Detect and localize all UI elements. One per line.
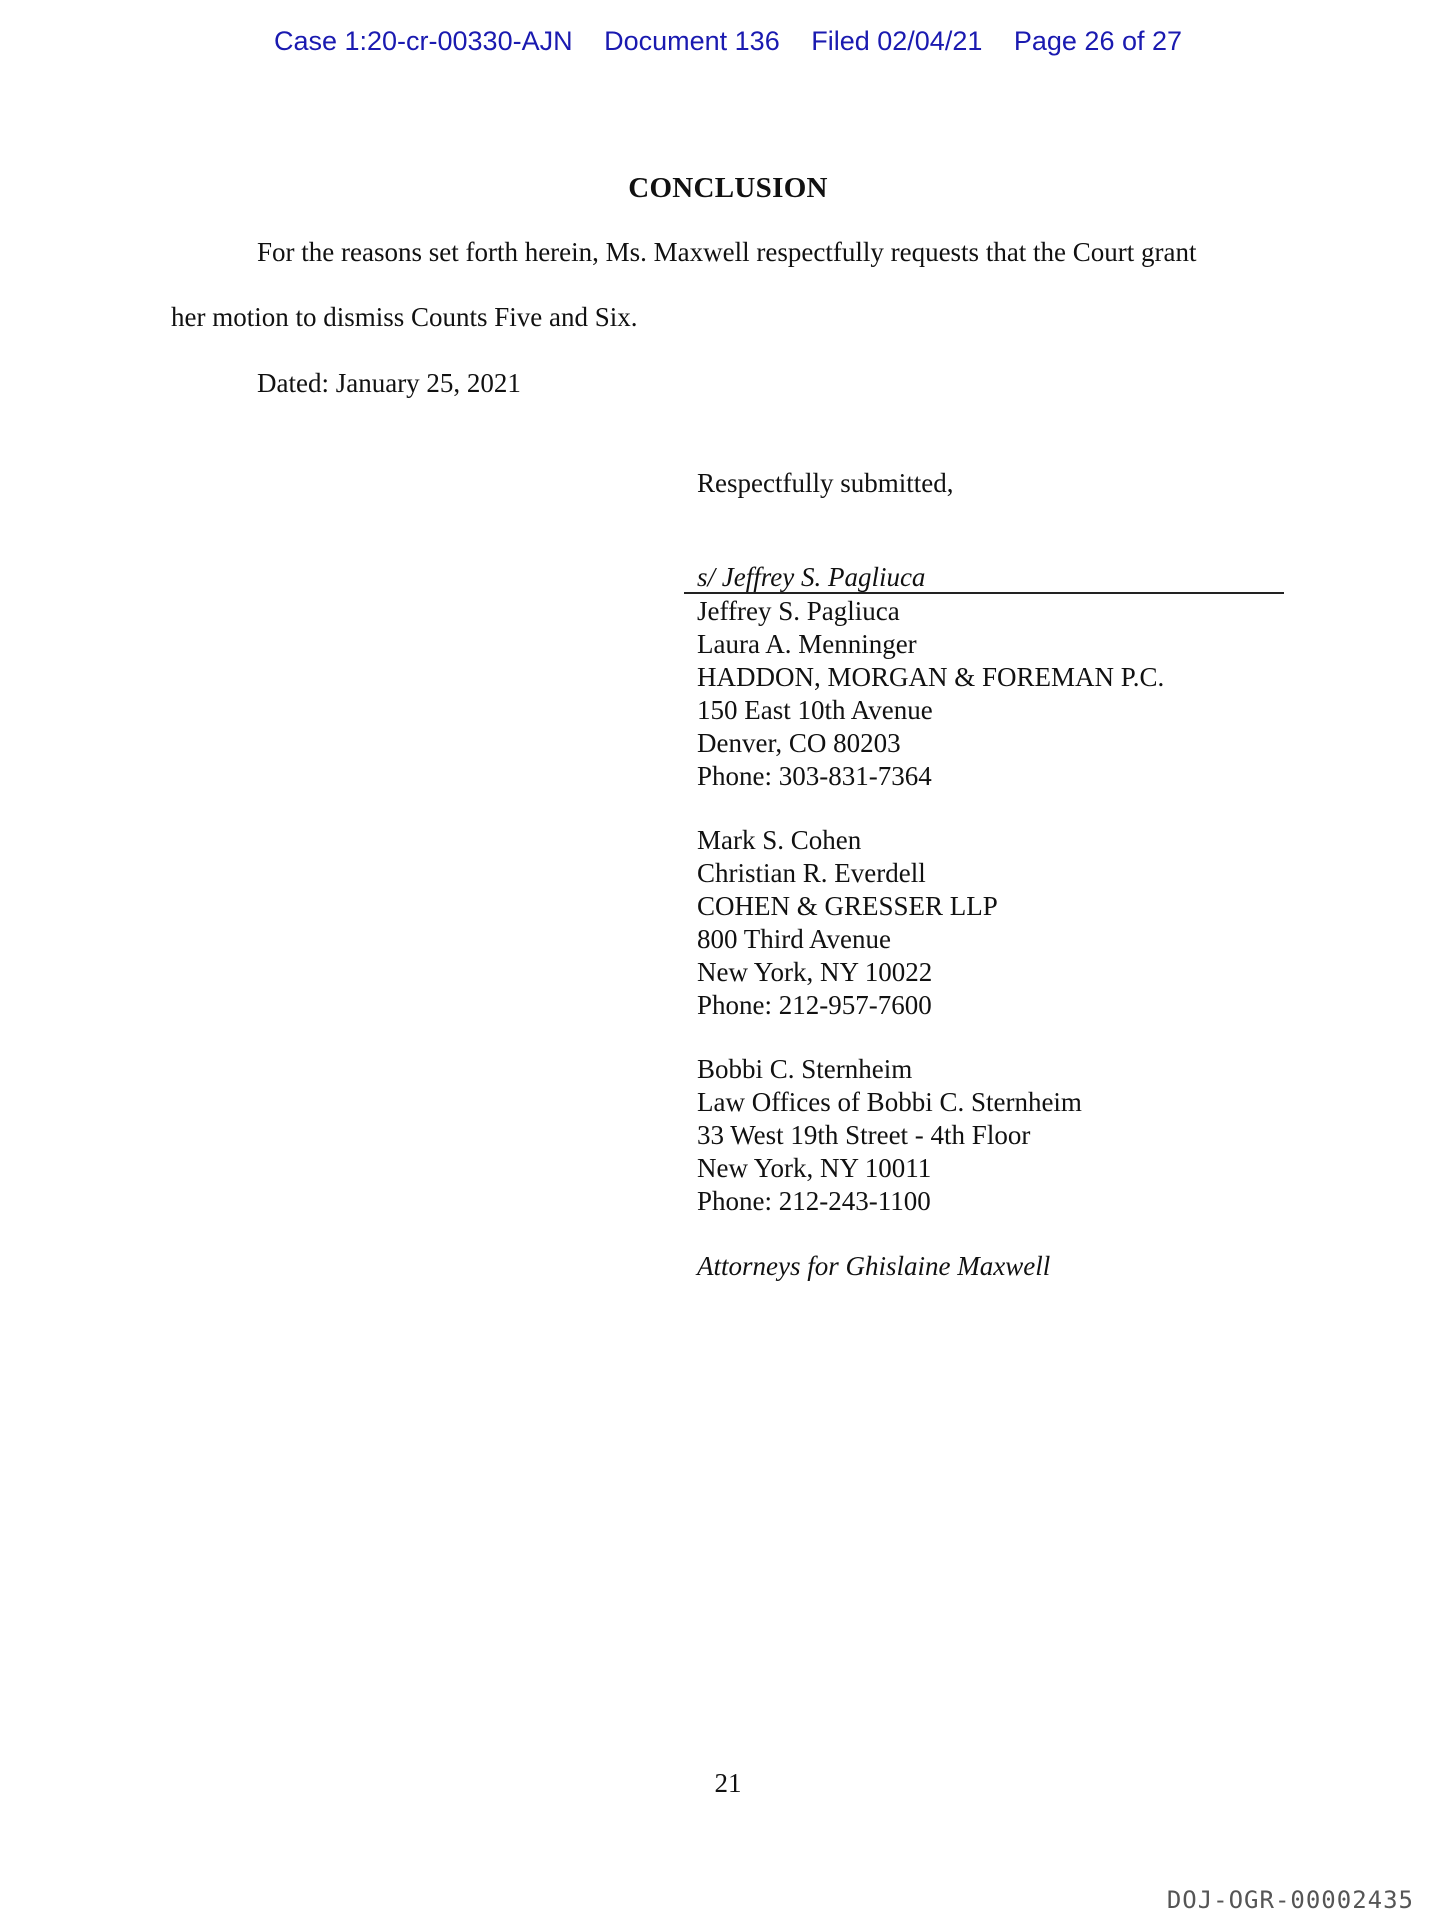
filed-date: Filed 02/04/21 — [811, 26, 983, 56]
ecf-filing-header — [0, 26, 1456, 57]
counsel-line: Law Offices of Bobbi C. Sternheim — [697, 1087, 1082, 1117]
counsel-line: 150 East 10th Avenue — [697, 695, 933, 725]
counsel-line: Jeffrey S. Pagliuca — [697, 596, 900, 626]
section-heading: CONCLUSION — [628, 172, 828, 204]
counsel-line: 800 Third Avenue — [697, 924, 891, 954]
page-number: 21 — [714, 1768, 742, 1798]
counsel-line: Denver, CO 80203 — [697, 728, 901, 758]
case-number: Case 1:20-cr-00330-AJN — [273, 26, 573, 56]
counsel-block-cohen — [697, 824, 998, 1022]
dated-line: Dated: January 25, 2021 — [257, 368, 521, 398]
counsel-line: COHEN & GRESSER LLP — [697, 891, 998, 921]
counsel-line: 33 West 19th Street - 4th Floor — [697, 1120, 1031, 1150]
counsel-line: Phone: 303-831-7364 — [697, 761, 932, 791]
counsel-block-sternheim — [697, 1053, 1082, 1218]
electronic-signature: s/ Jeffrey S. Pagliuca — [697, 562, 926, 592]
counsel-line: HADDON, MORGAN & FOREMAN P.C. — [697, 662, 1165, 692]
counsel-line: New York, NY 10011 — [697, 1153, 932, 1183]
counsel-block-haddon — [697, 595, 1164, 793]
counsel-line: Phone: 212-243-1100 — [697, 1186, 931, 1216]
signature-rule — [684, 592, 1284, 594]
closing-salutation: Respectfully submitted, — [697, 468, 954, 498]
counsel-line: Christian R. Everdell — [697, 858, 926, 888]
counsel-line: Laura A. Menninger — [697, 629, 917, 659]
counsel-line: Phone: 212-957-7600 — [697, 990, 932, 1020]
counsel-line: Bobbi C. Sternheim — [697, 1054, 913, 1084]
page-indicator: Page 26 of 27 — [1013, 26, 1183, 56]
paragraph-line-1: For the reasons set forth herein, Ms. Maxwell respectfully requests that the Court grant — [257, 237, 1197, 267]
paragraph-line-2: her motion to dismiss Counts Five and Six. — [171, 302, 638, 332]
bates-number: DOJ-OGR-00002435 — [1166, 1886, 1414, 1914]
counsel-line: Mark S. Cohen — [697, 825, 862, 855]
counsel-line: New York, NY 10022 — [697, 957, 933, 987]
attorneys-for-line: Attorneys for Ghislaine Maxwell — [697, 1251, 1051, 1281]
document-number: Document 136 — [604, 26, 780, 56]
